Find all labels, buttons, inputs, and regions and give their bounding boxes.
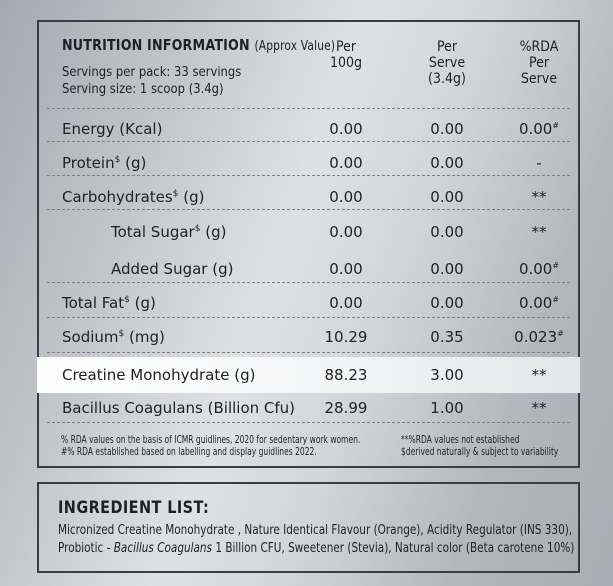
row-label: Total Fat$ (g) [62,294,156,312]
row-value-per100: 0.00 [329,188,363,206]
row-value-perserve: 1.00 [430,399,464,417]
row-value-rda: - [536,154,542,172]
row-value-per100: 0.00 [329,154,363,172]
row-value-perserve: 3.00 [430,366,464,384]
row-value-per100: 10.29 [324,328,368,346]
row-value-per100: 0.00 [329,120,363,138]
row-value-per100: 0.00 [329,294,363,312]
row-value-perserve: 0.00 [430,223,464,241]
ingredient-line-2: Probiotic - Bacillus Coagulans 1 Billion CFU, Sweetener (Stevia), Natural color (Beta carotene 10%) [58,540,575,556]
note-icmr: % RDA values on the basis of ICMR guidlines, 2020 for sedentary work women. [61,434,361,446]
col-head-perserve: Per Serve (3.4g) [428,39,466,87]
row-value-rda: ** [531,223,547,241]
row-label: Total Sugar$ (g) [111,223,227,241]
row-value-per100: 28.99 [324,399,368,417]
row-value-perserve: 0.00 [430,260,464,278]
note-derived: $derived naturally & subject to variability [401,446,559,458]
table-row [39,358,578,392]
row-value-rda: 0.00# [518,260,560,278]
servings-line: Servings per pack: 33 servings [62,64,242,80]
row-value-rda: ** [531,366,547,384]
table-row [39,286,578,320]
col-head-rda: %RDA Per Serve [519,39,559,87]
row-value-rda: 0.00# [518,120,560,138]
row-label: Carbohydrates$ (g) [62,188,205,206]
row-value-perserve: 0.00 [430,120,464,138]
table-row [39,146,578,180]
notes-right [401,434,558,458]
row-value-per100: 88.23 [324,366,368,384]
ingredient-italic: Bacillus Coagulans [113,540,213,556]
notes-left [61,434,360,458]
row-label: Bacillus Coagulans (Billion Cfu) [62,399,296,417]
ingredient-line-1: Micronized Creatine Monohydrate , Nature Identical Flavour (Orange), Acidity Regulator (INS 330), [58,522,573,538]
row-value-perserve: 0.00 [430,188,464,206]
approx-note: (Approx Value) [254,39,336,54]
row-label: Creatine Monohydrate (g) [62,366,256,384]
table-row [39,112,578,146]
row-value-rda: ** [531,399,547,417]
row-separator [47,108,570,109]
ingredient-panel [37,482,580,573]
note-rda-established: #% RDA established based on labelling and display guidlines 2022. [61,446,317,458]
row-value-rda: ** [531,188,547,206]
row-label: Added Sugar (g) [111,260,234,278]
row-label: Energy (Kcal) [62,120,163,138]
row-value-per100: 0.00 [329,260,363,278]
serving-size-line: Serving size: 1 scoop (3.4g) [62,81,224,97]
table-row [39,252,578,286]
row-value-perserve: 0.35 [430,328,464,346]
row-value-rda: 0.00# [518,294,560,312]
table-row [39,180,578,214]
col-head-per100: Per 100g [329,39,363,71]
row-label: Protein$ (g) [62,154,147,172]
row-value-rda: 0.023# [514,328,564,346]
row-value-per100: 0.00 [329,223,363,241]
row-label: Sodium$ (mg) [62,328,165,346]
ingredient-title: INGREDIENT LIST: [58,498,210,518]
row-value-perserve: 0.00 [430,294,464,312]
table-row [39,320,578,354]
nutrition-panel [37,20,580,468]
nutrition-title: NUTRITION INFORMATION (Approx Value) [62,36,336,54]
table-row [39,391,578,425]
table-row [39,215,578,249]
row-value-perserve: 0.00 [430,154,464,172]
note-rda-not-established: **%RDA values not established [401,434,520,446]
